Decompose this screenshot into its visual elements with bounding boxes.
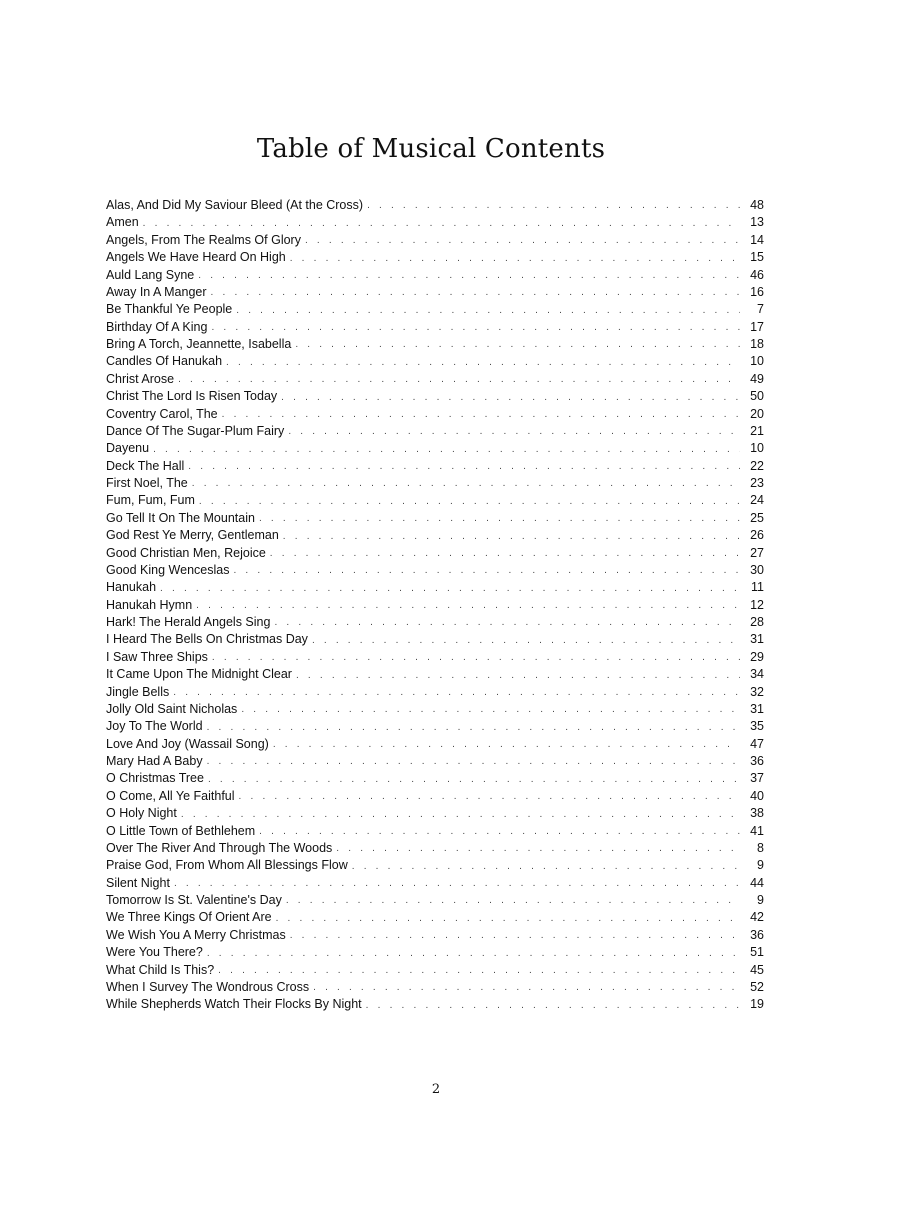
toc-entry-page: 23 bbox=[750, 476, 764, 490]
dot-leader bbox=[188, 459, 740, 475]
toc-entry bbox=[106, 301, 764, 318]
toc-entry-title: Jingle Bells bbox=[106, 684, 170, 699]
toc-entry bbox=[106, 649, 764, 666]
toc-entry-page: 40 bbox=[750, 788, 764, 803]
dot-leader bbox=[276, 911, 740, 927]
toc-entry-page: 35 bbox=[750, 719, 764, 734]
toc-entry-page: 21 bbox=[750, 423, 764, 438]
toc-entry-page: 29 bbox=[750, 649, 764, 664]
toc-entry-title: It Came Upon The Midnight Clear bbox=[106, 667, 292, 682]
toc-entry-page: 34 bbox=[750, 667, 764, 682]
toc-entry bbox=[106, 406, 764, 423]
toc-entry-title: Christ The Lord Is Risen Today bbox=[106, 389, 278, 404]
toc-entry-title: O Christmas Tree bbox=[106, 771, 204, 786]
toc-entry-page: 36 bbox=[750, 754, 764, 768]
toc-entry-page: 32 bbox=[750, 684, 764, 699]
dot-leader bbox=[241, 702, 740, 718]
toc-entry bbox=[106, 770, 764, 787]
dot-leader bbox=[259, 511, 740, 527]
toc-entry-title: We Three Kings Of Orient Are bbox=[106, 910, 272, 925]
dot-leader bbox=[199, 494, 740, 510]
toc-entry-title: Christ Arose bbox=[106, 371, 175, 386]
dot-leader bbox=[212, 650, 740, 666]
toc-entry-page: 31 bbox=[750, 632, 764, 647]
dot-leader bbox=[312, 633, 740, 649]
toc-entry-title: Mary Had A Baby bbox=[106, 754, 203, 768]
toc-entry bbox=[106, 353, 764, 370]
dot-leader bbox=[283, 529, 740, 545]
toc-entry bbox=[106, 388, 764, 405]
toc-entry-page: 37 bbox=[750, 771, 764, 786]
toc-entry bbox=[106, 927, 764, 944]
toc-entry bbox=[106, 545, 764, 562]
toc-entry-title: Go Tell It On The Mountain bbox=[106, 510, 255, 525]
toc-entry bbox=[106, 788, 764, 805]
toc-entry-page: 24 bbox=[750, 493, 764, 508]
toc-entry bbox=[106, 892, 764, 909]
toc-entry bbox=[106, 840, 764, 857]
dot-leader bbox=[239, 789, 740, 805]
toc-entry-title: Auld Lang Syne bbox=[106, 267, 195, 282]
toc-entry bbox=[106, 909, 764, 926]
toc-entry-title: Hanukah Hymn bbox=[106, 597, 193, 612]
dot-leader bbox=[174, 876, 740, 892]
toc-entry-page: 22 bbox=[750, 458, 764, 473]
page-title: Table of Musical Contents bbox=[256, 134, 606, 164]
dot-leader bbox=[288, 424, 740, 440]
toc-entry-title: First Noel, The bbox=[106, 476, 188, 490]
dot-leader bbox=[259, 824, 740, 840]
toc-entry-title: I Saw Three Ships bbox=[106, 649, 208, 664]
toc-entry-title: We Wish You A Merry Christmas bbox=[106, 927, 286, 942]
toc-entry-title: Were You There? bbox=[106, 945, 203, 960]
page-number: 2 bbox=[431, 1082, 441, 1097]
toc-entry-page: 10 bbox=[750, 441, 764, 456]
dot-leader bbox=[296, 668, 740, 684]
toc-entry-title: God Rest Ye Merry, Gentleman bbox=[106, 528, 279, 543]
toc-entry bbox=[106, 458, 764, 475]
dot-leader bbox=[211, 285, 740, 301]
toc-entry bbox=[106, 232, 764, 249]
toc-entry bbox=[106, 875, 764, 892]
dot-leader bbox=[336, 841, 740, 857]
toc-entry-page: 42 bbox=[750, 910, 764, 925]
dot-leader bbox=[218, 963, 740, 979]
dot-leader bbox=[222, 407, 740, 423]
toc-entry-title: Fum, Fum, Fum bbox=[106, 493, 195, 508]
toc-entry-page: 26 bbox=[750, 528, 764, 543]
toc-entry bbox=[106, 823, 764, 840]
toc-entry bbox=[106, 944, 764, 961]
toc-entry bbox=[106, 614, 764, 631]
dot-leader bbox=[196, 598, 740, 614]
toc-entry bbox=[106, 666, 764, 683]
toc-entry bbox=[106, 423, 764, 440]
toc-entry-title: Coventry Carol, The bbox=[106, 406, 218, 421]
toc-entry-page: 49 bbox=[750, 371, 764, 386]
toc-entry-page: 36 bbox=[750, 927, 764, 942]
dot-leader bbox=[366, 998, 740, 1014]
toc-entry bbox=[106, 510, 764, 527]
toc-entry-page: 45 bbox=[750, 962, 764, 977]
dot-leader bbox=[290, 251, 740, 267]
toc-entry bbox=[106, 527, 764, 544]
toc-entry bbox=[106, 805, 764, 822]
toc-entry-page: 50 bbox=[750, 389, 764, 404]
dot-leader bbox=[143, 216, 740, 232]
toc-entry-page: 18 bbox=[750, 337, 764, 351]
toc-entry-title: Angels We Have Heard On High bbox=[106, 250, 286, 265]
dot-leader bbox=[198, 268, 740, 284]
toc-entry bbox=[106, 962, 764, 979]
dot-leader bbox=[192, 476, 740, 492]
toc-entry bbox=[106, 336, 764, 353]
toc-entry bbox=[106, 996, 764, 1013]
toc-entry-page: 14 bbox=[750, 232, 764, 247]
toc-entry-page: 30 bbox=[750, 562, 764, 577]
toc-entry bbox=[106, 475, 764, 492]
toc-entry-page: 11 bbox=[751, 580, 764, 595]
toc-entry-page: 15 bbox=[750, 250, 764, 265]
toc-entry bbox=[106, 736, 764, 753]
toc-entry bbox=[106, 440, 764, 457]
toc-entry bbox=[106, 371, 764, 388]
toc-entry-page: 28 bbox=[750, 615, 764, 629]
dot-leader bbox=[313, 980, 740, 996]
toc-entry-title: Birthday Of A King bbox=[106, 319, 208, 334]
toc-entry-title: O Little Town of Bethlehem bbox=[106, 823, 256, 838]
toc-entry-page: 52 bbox=[750, 979, 764, 994]
toc-entry-title: Amen bbox=[106, 215, 139, 230]
toc-entry-title: Candles Of Hanukah bbox=[106, 354, 223, 369]
toc-entry-title: Be Thankful Ye People bbox=[106, 302, 233, 317]
toc-entry-title: Bring A Torch, Jeannette, Isabella bbox=[106, 337, 292, 351]
toc-entry-page: 31 bbox=[750, 701, 764, 716]
toc-entry bbox=[106, 979, 764, 996]
toc-entry bbox=[106, 597, 764, 614]
toc-entry-title: O Holy Night bbox=[106, 806, 177, 821]
toc-entry-page: 7 bbox=[757, 302, 764, 317]
toc-entry bbox=[106, 718, 764, 735]
table-of-contents bbox=[106, 197, 764, 1014]
toc-entry bbox=[106, 492, 764, 509]
toc-entry-title: Angels, From The Realms Of Glory bbox=[106, 232, 301, 247]
toc-entry bbox=[106, 214, 764, 231]
toc-entry bbox=[106, 579, 764, 596]
toc-entry-title: While Shepherds Watch Their Flocks By Night bbox=[106, 997, 362, 1012]
toc-entry bbox=[106, 284, 764, 301]
toc-entry-page: 9 bbox=[757, 858, 764, 873]
dot-leader bbox=[181, 807, 740, 823]
toc-entry-title: Dance Of The Sugar-Plum Fairy bbox=[106, 423, 285, 438]
toc-entry-title: Dayenu bbox=[106, 441, 150, 456]
toc-entry-title: Joy To The World bbox=[106, 719, 203, 734]
dot-leader bbox=[270, 546, 740, 562]
toc-entry bbox=[106, 267, 764, 284]
toc-entry-page: 9 bbox=[757, 893, 764, 907]
toc-entry bbox=[106, 197, 764, 214]
toc-entry bbox=[106, 684, 764, 701]
dot-leader bbox=[305, 233, 740, 249]
dot-leader bbox=[153, 442, 740, 458]
toc-entry-page: 16 bbox=[750, 284, 764, 299]
toc-entry-page: 10 bbox=[750, 354, 764, 369]
toc-entry-title: Love And Joy (Wassail Song) bbox=[106, 736, 269, 751]
toc-entry bbox=[106, 319, 764, 336]
toc-entry-page: 48 bbox=[750, 198, 764, 212]
toc-entry-title: Tomorrow Is St. Valentine's Day bbox=[106, 893, 282, 907]
toc-entry-page: 38 bbox=[750, 806, 764, 821]
toc-entry-page: 8 bbox=[757, 840, 764, 855]
toc-entry bbox=[106, 857, 764, 874]
dot-leader bbox=[295, 337, 740, 353]
toc-entry-title: Alas, And Did My Saviour Bleed (At the Cross) bbox=[106, 198, 364, 212]
toc-entry-title: Over The River And Through The Woods bbox=[106, 840, 333, 855]
toc-entry-title: When I Survey The Wondrous Cross bbox=[106, 979, 310, 994]
dot-leader bbox=[208, 772, 740, 788]
dot-leader bbox=[286, 893, 740, 909]
toc-entry-title: I Heard The Bells On Christmas Day bbox=[106, 632, 308, 647]
toc-entry-page: 20 bbox=[750, 406, 764, 421]
toc-entry-page: 27 bbox=[750, 545, 764, 560]
dot-leader bbox=[352, 859, 740, 875]
toc-entry-page: 17 bbox=[750, 319, 764, 334]
toc-entry bbox=[106, 562, 764, 579]
toc-entry-page: 12 bbox=[750, 597, 764, 612]
toc-entry-page: 47 bbox=[750, 736, 764, 751]
toc-entry-title: Deck The Hall bbox=[106, 458, 185, 473]
dot-leader bbox=[290, 928, 740, 944]
toc-entry-title: Good King Wenceslas bbox=[106, 562, 230, 577]
dot-leader bbox=[207, 946, 740, 962]
toc-entry-title: Hark! The Herald Angels Sing bbox=[106, 615, 271, 629]
toc-entry-page: 19 bbox=[750, 997, 764, 1012]
toc-entry-title: Good Christian Men, Rejoice bbox=[106, 545, 266, 560]
dot-leader bbox=[207, 720, 740, 736]
dot-leader bbox=[160, 581, 740, 597]
dot-leader bbox=[173, 685, 740, 701]
dot-leader bbox=[281, 390, 740, 406]
toc-entry-page: 44 bbox=[750, 875, 764, 890]
toc-entry-title: What Child Is This? bbox=[106, 962, 215, 977]
dot-leader bbox=[367, 198, 740, 214]
dot-leader bbox=[273, 737, 740, 753]
toc-entry-title: Silent Night bbox=[106, 875, 170, 890]
dot-leader bbox=[233, 563, 740, 579]
toc-entry-title: Praise God, From Whom All Blessings Flow bbox=[106, 858, 348, 873]
toc-entry bbox=[106, 753, 764, 770]
toc-entry bbox=[106, 249, 764, 266]
toc-entry-title: Away In A Manger bbox=[106, 284, 207, 299]
dot-leader bbox=[178, 372, 740, 388]
toc-entry bbox=[106, 701, 764, 718]
dot-leader bbox=[274, 615, 740, 631]
toc-entry-title: Hanukah bbox=[106, 580, 157, 595]
toc-entry-title: O Come, All Ye Faithful bbox=[106, 788, 235, 803]
toc-entry bbox=[106, 631, 764, 648]
dot-leader bbox=[207, 754, 740, 770]
toc-entry-page: 13 bbox=[750, 215, 764, 230]
toc-entry-page: 41 bbox=[750, 823, 764, 838]
toc-entry-title: Jolly Old Saint Nicholas bbox=[106, 701, 238, 716]
toc-entry-page: 51 bbox=[750, 945, 764, 960]
toc-entry-page: 25 bbox=[750, 510, 764, 525]
dot-leader bbox=[226, 355, 740, 371]
dot-leader bbox=[211, 320, 740, 336]
dot-leader bbox=[236, 303, 740, 319]
toc-entry-page: 46 bbox=[750, 267, 764, 282]
